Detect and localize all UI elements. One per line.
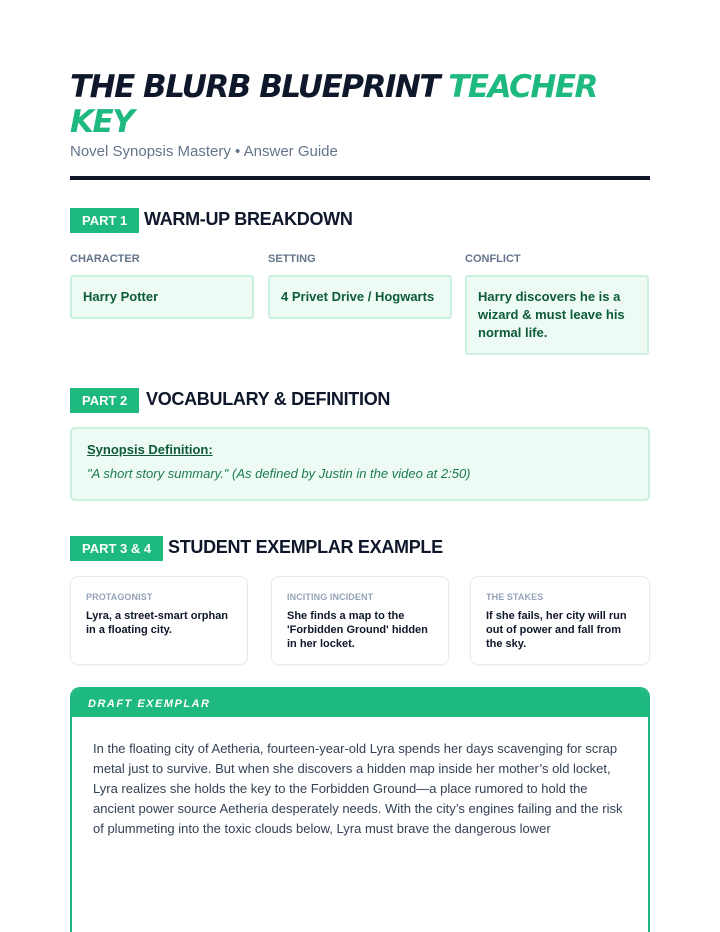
character-label: CHARACTER (70, 253, 140, 265)
definition-box (70, 427, 650, 501)
card-label: PROTAGONIST (86, 592, 153, 602)
card-label: INCITING INCIDENT (287, 592, 374, 602)
part1-badge: PART 1 (70, 208, 139, 233)
conflict-label: CONFLICT (465, 253, 521, 265)
definition-text: "A short story summary." (As defined by Justin in the video at 2:50) (87, 466, 471, 481)
card-text: If she fails, her city will run out of power and fall from the sky. (486, 610, 627, 650)
part2-badge: PART 2 (70, 388, 139, 413)
card-label: THE STAKES (486, 592, 544, 602)
protagonist-card (70, 576, 248, 665)
title-accent: TEACHER KEY (70, 69, 597, 140)
header-divider (70, 176, 650, 180)
part2-heading: VOCABULARY & DEFINITION (146, 389, 391, 409)
inciting-incident-card (271, 576, 449, 665)
setting-label: SETTING (268, 253, 316, 265)
page-title (70, 70, 650, 140)
part34-heading: STUDENT EXEMPLAR EXAMPLE (168, 537, 443, 557)
draft-body-text: In the floating city of Aetheria, fourteen-year-old Lyra spends her days scavenging for scrap metal just to survive. But when she discovers a hidden map inside her mother’s old locket, Lyra realizes she holds the key to the Forbidden Ground—a place rumored to hold the ancient power source Aetheria desperately needs. With the city’s engines failing and the risk of plummeting into the toxic clouds below, Lyra must brave the dangerous lower (93, 741, 623, 836)
setting-answer: 4 Privet Drive / Hogwarts (268, 275, 452, 319)
card-text: Lyra, a street-smart orphan in a floating city. (86, 610, 229, 636)
definition-title: Synopsis Definition: (87, 442, 213, 457)
draft-header: DRAFT EXEMPLAR (72, 689, 648, 717)
page-subtitle: Novel Synopsis Mastery • Answer Guide (70, 143, 338, 160)
stakes-card (470, 576, 650, 665)
card-text: She finds a map to the 'Forbidden Ground' hidden in her locket. (287, 610, 428, 650)
character-answer: Harry Potter (70, 275, 254, 319)
part1-heading: WARM-UP BREAKDOWN (144, 209, 353, 229)
part34-badge: PART 3 & 4 (70, 536, 163, 561)
title-main: THE BLURB BLUEPRINT (70, 69, 439, 105)
draft-exemplar-panel (70, 687, 650, 932)
conflict-answer: Harry discovers he is a wizard & must leave his normal life. (465, 275, 649, 355)
